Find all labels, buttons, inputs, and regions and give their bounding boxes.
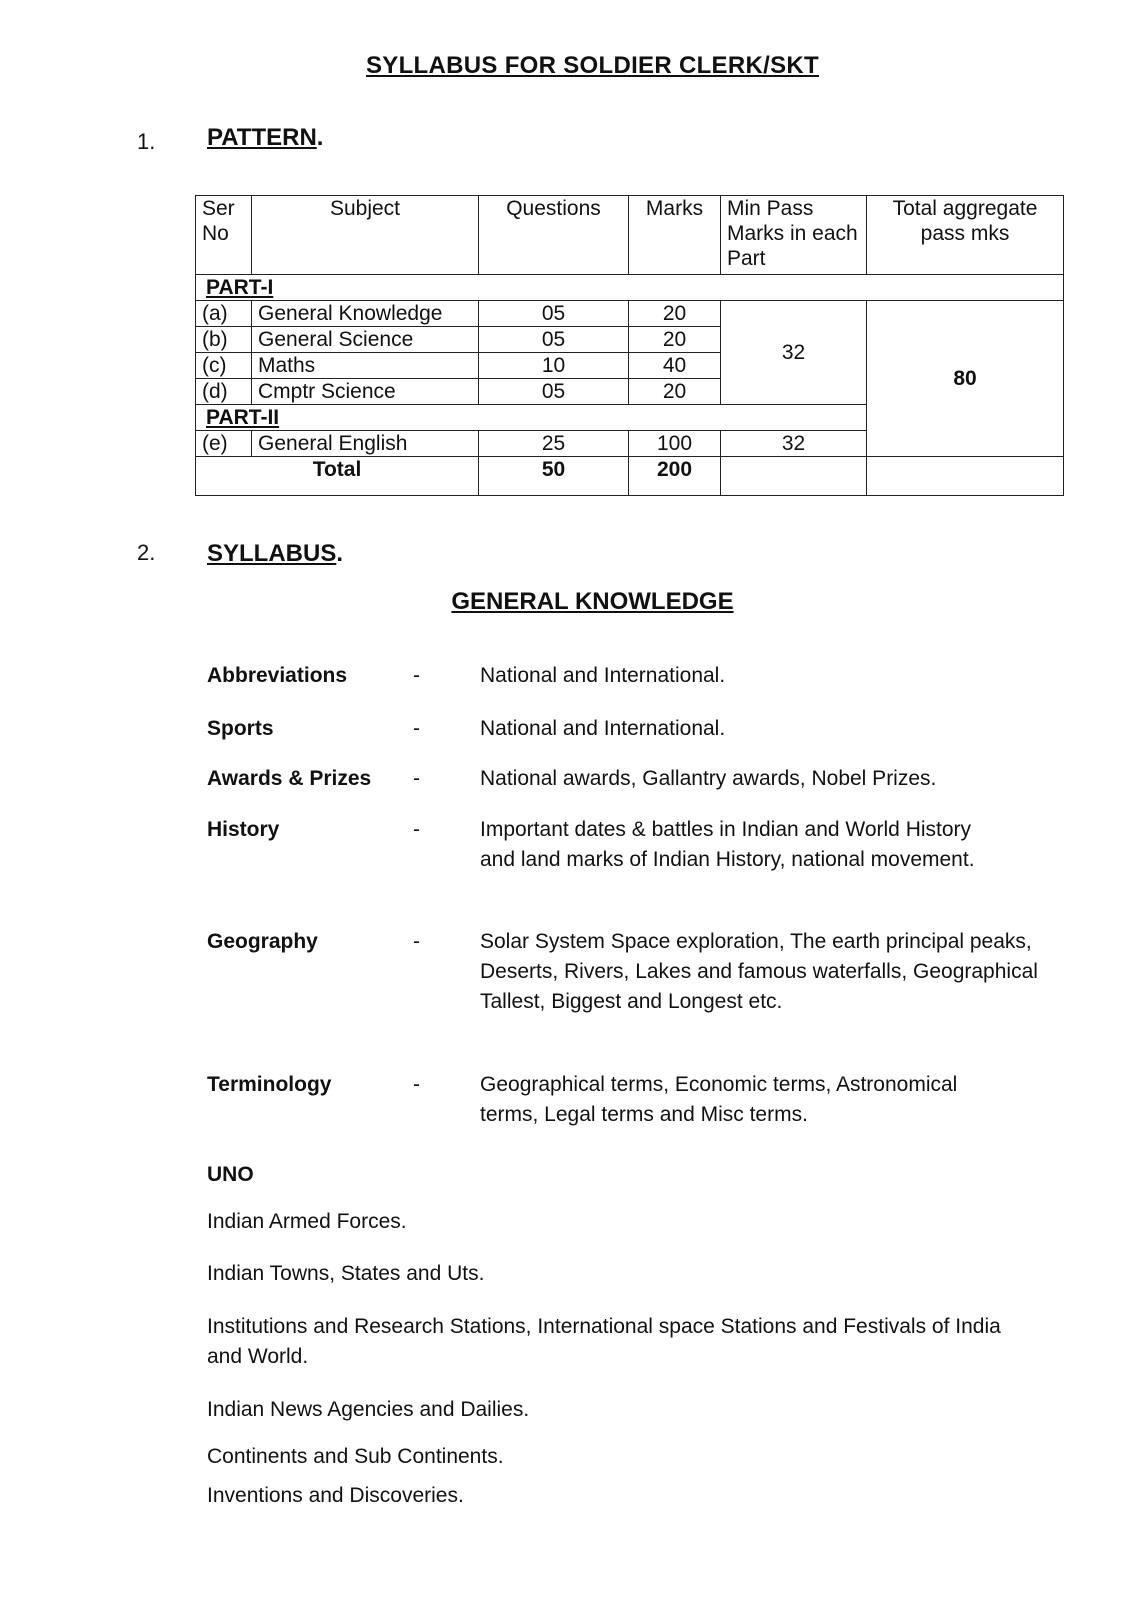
table-header-row (196, 196, 1064, 275)
total-marks: 200 (629, 457, 721, 496)
list-item: Indian News Agencies and Dailies. (207, 1398, 530, 1421)
aggregate-pass-marks: 80 (867, 301, 1064, 457)
gk-dash: - (413, 930, 420, 953)
header-questions: Questions (479, 196, 629, 275)
gk-desc: National awards, Gallantry awards, Nobel Prizes. (480, 767, 937, 790)
row-marks: 20 (629, 379, 721, 405)
list-item: Continents and Sub Continents. (207, 1445, 504, 1468)
row-ser: (c) (196, 353, 252, 379)
gk-label: Awards & Prizes (207, 767, 372, 790)
gk-desc: National and International. (480, 664, 726, 687)
row-ser: (a) (196, 301, 252, 327)
header-marks: Marks (629, 196, 721, 275)
pattern-table (195, 195, 1064, 496)
part-1-row (196, 275, 1064, 301)
section-1-title: PATTERN (207, 124, 317, 151)
row-ser: (d) (196, 379, 252, 405)
header-aggregate: Total aggregate pass mks (867, 196, 1064, 275)
uno-label: UNO (207, 1163, 254, 1186)
gk-desc: Important dates & battles in Indian and World History and land marks of Indian History, national movement. (480, 818, 975, 871)
document-title: SYLLABUS FOR SOLDIER CLERK/SKT (365, 52, 819, 79)
row-questions: 10 (479, 353, 629, 379)
row-questions: 05 (479, 327, 629, 353)
row-subject: General English (252, 431, 479, 457)
total-empty-cell (867, 457, 1064, 496)
row-questions: 05 (479, 379, 629, 405)
gk-dash: - (413, 664, 420, 687)
total-empty-cell (721, 457, 867, 496)
gk-label: Sports (207, 717, 274, 740)
row-subject: General Knowledge (252, 301, 479, 327)
list-item: Indian Armed Forces. (207, 1210, 407, 1233)
gk-desc: Geographical terms, Economic terms, Astronomical terms, Legal terms and Misc terms. (480, 1073, 958, 1126)
gk-item-history (207, 815, 1087, 905)
header-subject: Subject (252, 196, 479, 275)
gk-item-sports (207, 714, 1087, 744)
header-ser-no: Ser No (196, 196, 252, 275)
gk-dash: - (413, 717, 420, 740)
gk-label: Geography (207, 930, 318, 953)
row-ser: (b) (196, 327, 252, 353)
gk-heading: GENERAL KNOWLEDGE (451, 588, 734, 615)
row-marks: 40 (629, 353, 721, 379)
total-questions: 50 (479, 457, 629, 496)
gk-dash: - (413, 1073, 420, 1096)
row-marks: 100 (629, 431, 721, 457)
row-marks: 20 (629, 301, 721, 327)
part-1-label: PART-I (196, 275, 1064, 301)
part-1-min-pass: 32 (721, 301, 867, 405)
row-questions: 25 (479, 431, 629, 457)
list-item: Inventions and Discoveries. (207, 1484, 464, 1507)
section-1-number: 1. (137, 129, 156, 154)
section-1-heading (207, 124, 323, 152)
gk-item-terminology (207, 1070, 1087, 1130)
part-2-label: PART-II (196, 405, 867, 431)
list-item: Indian Towns, States and Uts. (207, 1262, 485, 1285)
row-questions: 05 (479, 301, 629, 327)
gk-item-awards (207, 764, 1087, 794)
section-2-number: 2. (137, 540, 156, 565)
gk-desc: National and International. (480, 717, 726, 740)
gk-item-geography (207, 927, 1087, 1047)
list-item: Institutions and Research Stations, International space Stations and Festivals of India and World. (207, 1315, 1001, 1368)
row-marks: 20 (629, 327, 721, 353)
gk-desc: Solar System Space exploration, The earth principal peaks, Deserts, Rivers, Lakes and famous waterfalls, Geographical Tallest, Biggest and Longest etc. (480, 930, 1038, 1013)
gk-label: Abbreviations (207, 664, 348, 687)
total-label: Total (196, 457, 479, 496)
part-2-min-pass: 32 (721, 431, 867, 457)
row-ser: (e) (196, 431, 252, 457)
gk-dash: - (413, 818, 420, 841)
row-subject: Cmptr Science (252, 379, 479, 405)
row-subject: Maths (252, 353, 479, 379)
gk-item-abbreviations (207, 661, 1087, 691)
table-row (196, 301, 1064, 327)
section-2-title: SYLLABUS (207, 540, 337, 567)
section-1-dot: . (316, 124, 324, 151)
gk-label: Terminology (207, 1073, 332, 1096)
row-subject: General Science (252, 327, 479, 353)
gk-dash: - (413, 767, 420, 790)
gk-label: History (207, 818, 280, 841)
total-row (196, 457, 1064, 496)
section-2-dot: . (336, 540, 344, 567)
section-2-heading (207, 540, 343, 568)
header-min-pass: Min Pass Marks in each Part (721, 196, 867, 275)
